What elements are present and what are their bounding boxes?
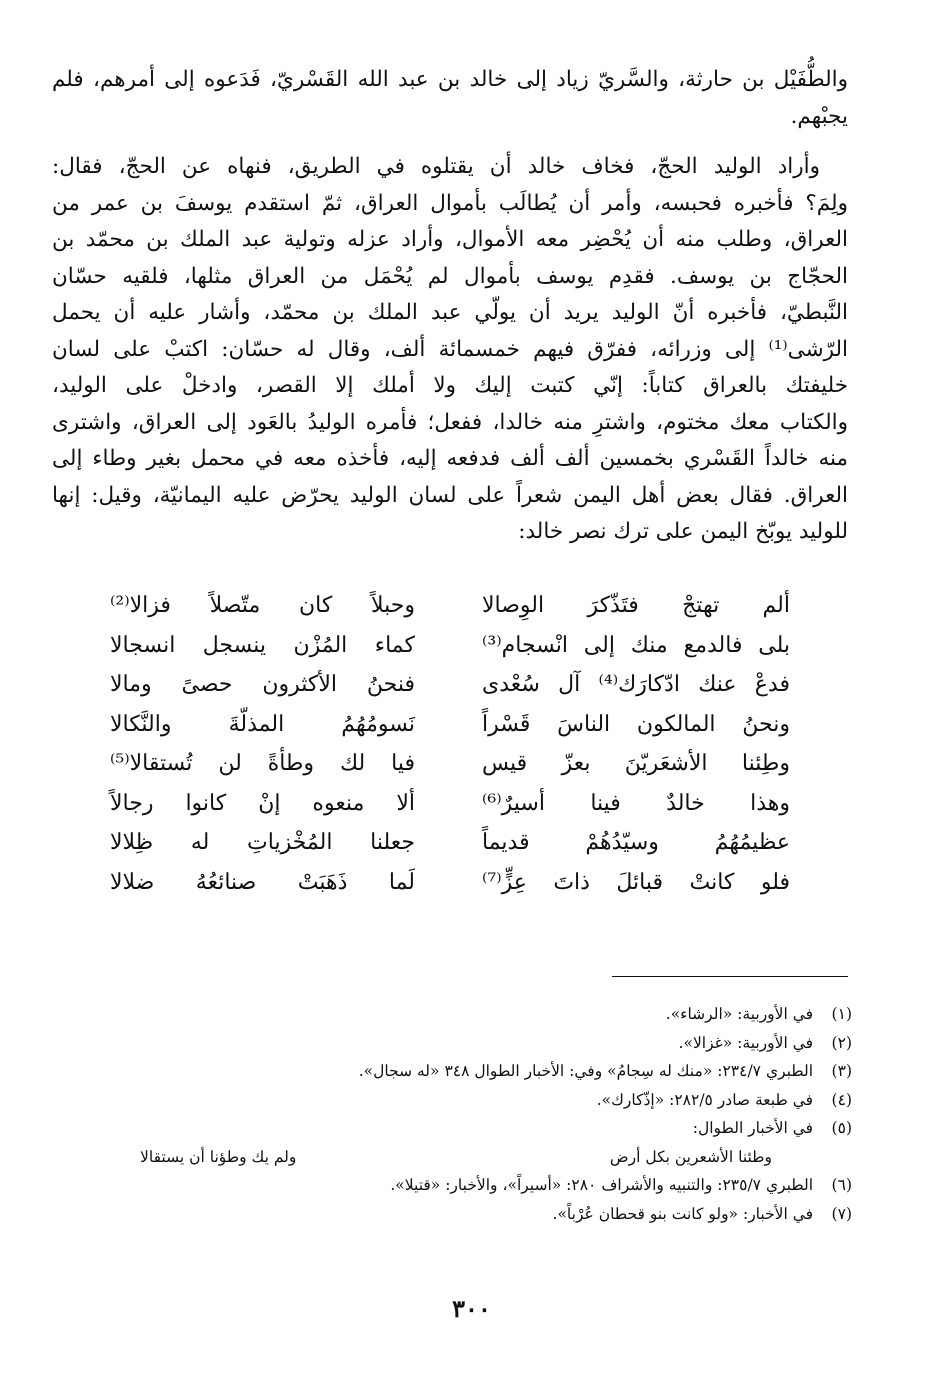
paragraph-1 bbox=[52, 62, 848, 135]
text-line: ولِمَ؟ فأخبره فحبسه، وأمر أن يُطالَب بأموال العراق، ثمّ استقدم يوسفَ بن عمر من bbox=[52, 190, 848, 216]
verse-first-hemistich: فلو كانتْ قبائلَ ذاتَ عِزٍّ⁽⁷⁾ bbox=[482, 869, 790, 895]
footnote-text: في الأوربية: «غزالا». bbox=[678, 1033, 814, 1052]
footnote-number: (٧) bbox=[831, 1204, 852, 1223]
paragraph-2 bbox=[52, 149, 848, 551]
verse-second-hemistich: فنحنُ الأكثرون حصىً ومالا bbox=[110, 672, 415, 697]
footnote-text: في الأخبار: «ولو كانت بنو قحطان عُرْباً». bbox=[552, 1204, 814, 1223]
footnote-2 bbox=[52, 1029, 852, 1058]
text-line: خليفتك بالعراق كتاباً: إنّي كتبت إليك ولا أملك إلا القصر، وادخلْ على الوليد، bbox=[52, 373, 848, 398]
footnote-verse-first: وطئنا الأشعرين بكل أرض bbox=[609, 1147, 772, 1166]
footnote-divider bbox=[612, 976, 848, 977]
footnote-4 bbox=[52, 1086, 852, 1115]
poem-verse bbox=[100, 784, 800, 824]
text-line: يجبْهم. bbox=[790, 103, 848, 129]
footnotes bbox=[52, 1000, 852, 1228]
footnote-number: (٢) bbox=[831, 1033, 852, 1052]
footnote-verse-second: ولم يك وطؤنا أن يستقالا bbox=[140, 1147, 297, 1166]
footnote-text: في طبعة صادر ٢٨٢/٥: «إذّكارك». bbox=[596, 1090, 814, 1109]
text-line: وأراد الوليد الحجّ، فخاف خالد أن يقتلوه في الطريق، فنهاه عن الحجّ، فقال: bbox=[52, 154, 820, 179]
text-line: العراق. فقال بعض أهل اليمن شعراً على لسان الوليد يحرّض عليه اليمانيّة، وقيل: إنها bbox=[52, 482, 848, 508]
text-line: العراق، وطلب منه أن يُحْضِر معه الأموال، وأراد عزله وتولية عبد الملك بن محمّد بن bbox=[52, 227, 848, 252]
verse-second-hemistich: كماء المُزْن ينسجل انسجالا bbox=[110, 632, 415, 658]
text-line: والطُّفَيْل بن حارثة، والسَّريّ زياد إلى خالد بن عبد الله القَسْريّ، فَدَعوه إلى أمرهم، فلم bbox=[52, 67, 848, 92]
footnote-verse bbox=[52, 1143, 852, 1172]
footnote-7 bbox=[52, 1200, 852, 1229]
footnote-number: (٣) bbox=[831, 1062, 852, 1080]
poem-verse bbox=[100, 823, 800, 863]
verse-first-hemistich: ألم تهتجْ فتَذّكرَ الوِصالا bbox=[482, 593, 790, 618]
text-line: والكتاب معك مختوم، واشترِ منه خالدا، ففعل؛ فأمره الوليدُ بالعَود إلى العراق، واشترى bbox=[52, 409, 848, 435]
verse-second-hemistich: لَما ذَهَبَتْ صنائعُهُ ضلالا bbox=[110, 869, 415, 895]
footnote-text: الطبري ٢٣٤/٧: «منك له سِجامُ» وفي: الأخبار الطوال ٣٤٨ «له سجال». bbox=[358, 1062, 814, 1080]
footnote-number: (٤) bbox=[831, 1090, 852, 1109]
verse-second-hemistich: ألا منعوه إنْ كانوا رجالاً bbox=[110, 790, 415, 816]
footnote-6 bbox=[52, 1171, 852, 1200]
verse-first-hemistich: وهذا خالدٌ فينا أسيرٌ⁽⁶⁾ bbox=[482, 790, 790, 816]
text-line: النَّبطيّ، فأخبره أنّ الوليد يريد أن يولّي عبد الملك بن محمّد، وأشار عليه أن يحمل bbox=[52, 300, 848, 325]
verse-second-hemistich: فيا لك وطأةً لن تُستقالا⁽⁵⁾ bbox=[110, 751, 415, 776]
verse-first-hemistich: فدعْ عنك ادّكارَك⁽⁴⁾ آل سُعْدى bbox=[482, 672, 790, 697]
footnote-5 bbox=[52, 1114, 852, 1143]
footnote-1 bbox=[52, 1000, 852, 1029]
footnote-text: في الأوربية: «الرشاء». bbox=[665, 1005, 814, 1023]
poem-verse bbox=[100, 586, 800, 626]
footnote-text: في الأخبار الطوال: bbox=[692, 1119, 814, 1137]
verse-first-hemistich: عظيمُهُمُ وسيّدُهُمْ قديماً bbox=[482, 830, 790, 855]
footnote-number: (١) bbox=[831, 1005, 852, 1023]
verse-first-hemistich: وطِئنا الأشعَريّنَ بعزّ قيس bbox=[482, 751, 790, 776]
poem-verse bbox=[100, 744, 800, 784]
main-text bbox=[52, 62, 848, 551]
page-number: ٣٠٠ bbox=[452, 1294, 491, 1323]
footnote-number: (٦) bbox=[831, 1176, 852, 1194]
poem-verse bbox=[100, 863, 800, 903]
text-line: الحجّاج بن يوسف. فقدِم يوسف بأموال لم يُحْمَل من العراق مثلها، فلقيه حسّان bbox=[52, 263, 848, 289]
poem-verse bbox=[100, 665, 800, 705]
verse-second-hemistich: نَسومُهُمُ المذلّةَ والنَّكالا bbox=[110, 711, 415, 737]
poem-verse bbox=[100, 626, 800, 666]
poem bbox=[100, 586, 800, 902]
text-line: الرّشى⁽¹⁾ إلى وزرائه، ففرّق فيهم خمسمائة ألف، وقال له حسّان: اكتبْ على لسان bbox=[52, 336, 848, 362]
poem-verse bbox=[100, 705, 800, 745]
verse-first-hemistich: بلى فالدمع منك إلى انْسجام⁽³⁾ bbox=[482, 632, 790, 658]
verse-second-hemistich: وحبلاً كان متّصلاً فزالا⁽²⁾ bbox=[110, 593, 415, 618]
verse-second-hemistich: جعلنا المُخْزياتِ له ظِلالا bbox=[110, 830, 415, 855]
footnote-text: الطبري ٢٣٥/٧: والتنبيه والأشراف ٢٨٠: «أسيراً»، والأخبار: «قتيلا». bbox=[390, 1176, 814, 1194]
footnote-3 bbox=[52, 1057, 852, 1086]
text-line: منه خالداً القَسْري بخمسين ألف ألف فدفعه إليه، فأخذه معه في محمل بغير وطاء إلى bbox=[52, 446, 848, 471]
footnote-number: (٥) bbox=[831, 1119, 852, 1137]
text-line: للوليد يوبّخ اليمن على ترك نصر خالد: bbox=[518, 519, 848, 544]
verse-first-hemistich: ونحنُ المالكون الناسَ قَسْراً bbox=[482, 711, 790, 737]
